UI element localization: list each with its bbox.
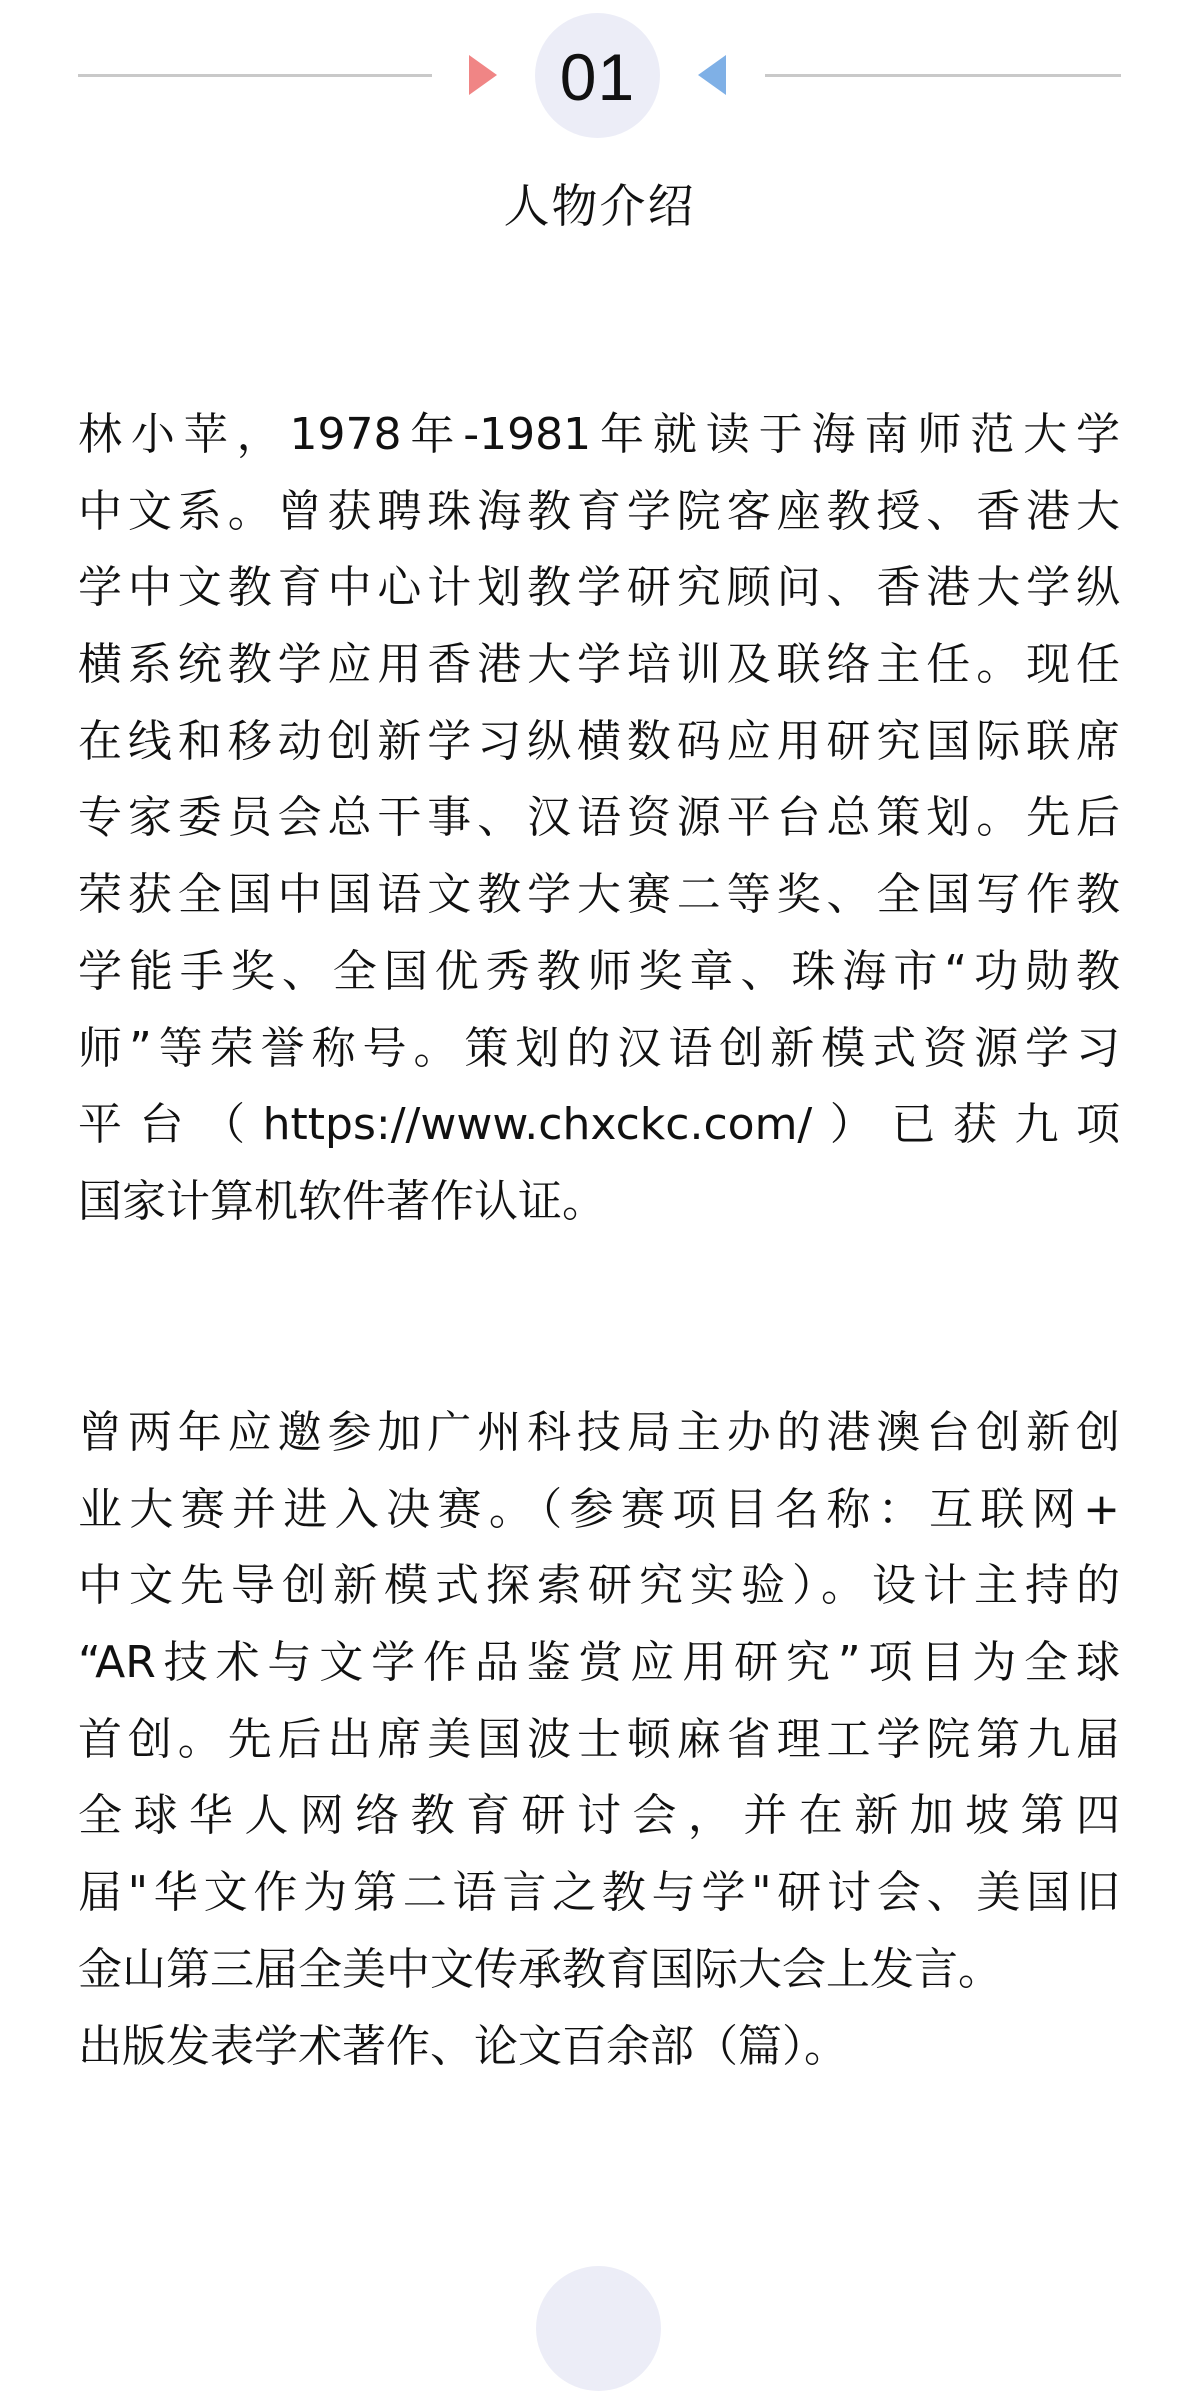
text-line: 荣获全国中国语文教学大赛二等奖、全国写作教 — [78, 869, 1120, 921]
left-pointing-triangle-icon — [698, 55, 726, 95]
section-number-badge — [535, 13, 660, 138]
text-line: 金山第三届全美中文传承教育国际大会上发言。 — [78, 1943, 1002, 1995]
text-line: 学能手奖、全国优秀教师奖章、珠海市“功勋教 — [78, 945, 1120, 997]
text-line: 横系统教学应用香港大学培训及联络主任。现任 — [78, 639, 1120, 691]
left-divider-line — [78, 74, 432, 77]
text-line: 平台（https://www.chxckc.com/）已获九项 — [78, 1099, 1120, 1151]
text-line: 专家委员会总干事、汉语资源平台总策划。先后 — [78, 792, 1120, 844]
text-line: 国家计算机软件著作认证。 — [78, 1175, 606, 1227]
bio-paragraph-1 — [78, 397, 1120, 1241]
right-pointing-triangle-icon — [469, 55, 497, 95]
text-line: 师”等荣誉称号。策划的汉语创新模式资源学习 — [78, 1022, 1120, 1074]
text-line: 曾两年应邀参加广州科技局主办的港澳台创新创 — [78, 1407, 1120, 1458]
text-line: 中文系。曾获聘珠海教育学院客座教授、香港大 — [78, 485, 1120, 537]
bio-paragraph-2 — [78, 1395, 1120, 2085]
right-divider-line — [765, 74, 1121, 77]
section-title: 人物介绍 — [503, 179, 696, 233]
text-line: 林小苹，1978年-1981年就读于海南师范大学 — [78, 409, 1120, 460]
text-line: 首创。先后出席美国波士顿麻省理工学院第九届 — [78, 1713, 1120, 1765]
text-line: 业大赛并进入决赛。（参赛项目名称：互联网+ — [78, 1483, 1120, 1535]
text-line: “AR技术与文学作品鉴赏应用研究”项目为全球 — [78, 1637, 1120, 1689]
next-section-badge — [536, 2266, 661, 2391]
text-line: 届"华文作为第二语言之教与学"研讨会、美国旧 — [78, 1867, 1120, 1919]
text-line: 出版发表学术著作、论文百余部（篇）。 — [78, 2020, 848, 2072]
text-line: 全球华人网络教育研讨会，并在新加坡第四 — [78, 1790, 1120, 1842]
text-line: 学中文教育中心计划教学研究顾问、香港大学纵 — [78, 562, 1120, 614]
text-line: 在线和移动创新学习纵横数码应用研究国际联席 — [78, 715, 1120, 767]
section-number: 01 — [559, 39, 636, 114]
text-line: 中文先导创新模式探索研究实验）。设计主持的 — [78, 1560, 1120, 1612]
